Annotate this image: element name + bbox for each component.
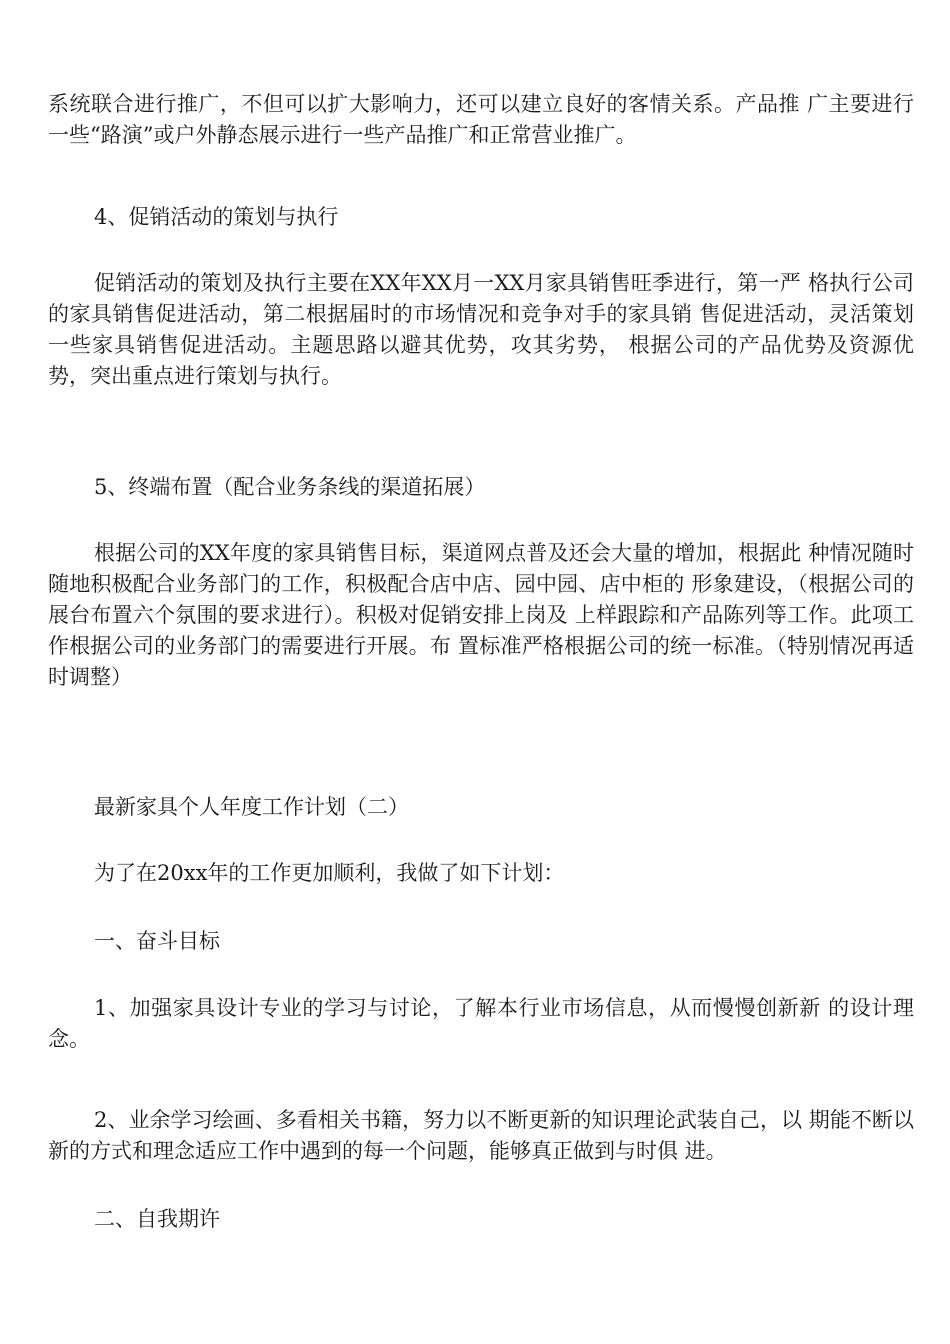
document-title-part-two: 最新家具个人年度工作计划（二） bbox=[94, 795, 409, 819]
paragraph-promotion-planning: 促销活动的策划及执行主要在XX年XX月一XX月家具销售旺季进行，第一严 格执行公司的家具销售促进活动，第二根据届时的市场情况和竞争对手的家具销 售促进活动，灵活策划一些家具销售促进活动。主题思路以避其优势，攻其劣势， 根据公司的产品优势及资源优势，突出重点进行策划与执行。 bbox=[48, 271, 914, 388]
section-heading-promotion-planning: 4、促销活动的策划与执行 bbox=[94, 205, 339, 229]
section-heading-terminal-layout: 5、终端布置（配合业务条线的渠道拓展） bbox=[94, 475, 486, 499]
paragraph-terminal-layout: 根据公司的XX年度的家具销售目标，渠道网点普及还会大量的增加，根据此 种情况随时随地积极配合业务部门的工作，积极配合店中店、园中园、店中柜的 形象建设，（根据公司的展台布置六个氛围的要求进行）。积极对促销安排上岗及 上样跟踪和产品陈列等工作。此项工作根据公司的业务部门的需要进行开展。布 置标准严格根据公司的统一标准。（特别情况再适时调整） bbox=[48, 541, 914, 689]
section-heading-self-expectation: 二、自我期许 bbox=[94, 1207, 220, 1231]
paragraph-goal-2: 2、业余学习绘画、多看相关书籍，努力以不断更新的知识理论武装自己，以 期能不断以新的方式和理念适应工作中遇到的每一个问题，能够真正做到与时俱 进。 bbox=[48, 1108, 914, 1163]
paragraph-intro: 为了在20xx年的工作更加顺利，我做了如下计划： bbox=[94, 861, 565, 885]
section-heading-goals: 一、奋斗目标 bbox=[94, 929, 220, 953]
paragraph-goal-1: 1、加强家具设计专业的学习与讨论，了解本行业市场信息，从而慢慢创新新 的设计理念。 bbox=[48, 996, 914, 1051]
paragraph-promotion-continuation: 系统联合进行推广，不但可以扩大影响力，还可以建立良好的客情关系。产品推 广主要进行一些“路演”或户外静态展示进行一些产品推广和正常营业推广。 bbox=[48, 92, 914, 147]
